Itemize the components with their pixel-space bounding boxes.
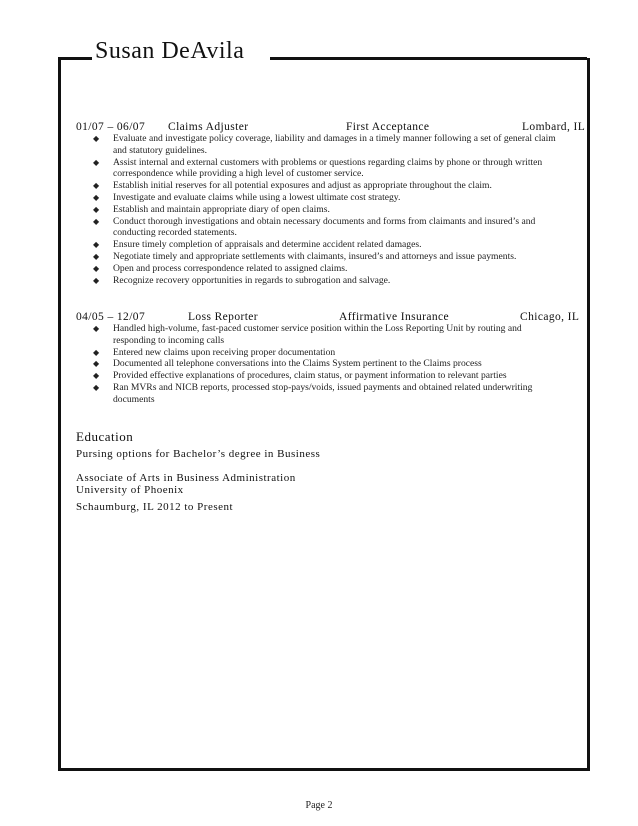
duty-text: Ensure timely completion of appraisals and determine accident related damages.: [113, 239, 422, 251]
duty-text: Assist internal and external customers with problems or questions regarding claims by phone or through written correspondence while providing a high level of customer service.: [113, 156, 543, 180]
duty-text: Provided effective explanations of procedures, claim status, or payment information to relevant parties: [113, 370, 507, 382]
job-1-dates: 01/07 – 06/07: [76, 121, 146, 133]
job-2-dates: 04/05 – 12/07: [76, 311, 146, 323]
duty-item: [92, 251, 565, 263]
duty-item: [92, 157, 565, 181]
duty-text: Handled high-volume, fast-paced customer service position within the Loss Reporting Unit by routing and responding to incoming calls: [113, 323, 522, 346]
diamond-bullet-icon: ◆: [93, 240, 100, 250]
header-rule-right: [270, 57, 587, 60]
diamond-bullet-icon: ◆: [93, 263, 100, 273]
diamond-bullet-icon: ◆: [93, 347, 100, 357]
duty-text: Ran MVRs and NICB reports, processed stop-pays/voids, issued payments and obtained related underwriting documents: [113, 381, 533, 405]
job-1-company: First Acceptance: [346, 121, 430, 133]
header-rule-left: [58, 57, 92, 60]
duty-text: Evaluate and investigate policy coverage, liability and damages in a timely manner following a set of general claim and statutory guidelines.: [113, 133, 556, 156]
diamond-bullet-icon: ◆: [93, 204, 100, 214]
job-1-duties: [92, 133, 565, 286]
duty-item: [92, 239, 565, 251]
diamond-bullet-icon: ◆: [93, 359, 100, 369]
diamond-bullet-icon: ◆: [93, 157, 100, 167]
education-school: University of Phoenix: [76, 484, 184, 496]
duty-item: [92, 263, 565, 275]
duty-item: [92, 358, 565, 370]
job-2-title: Loss Reporter: [188, 311, 259, 323]
diamond-bullet-icon: ◆: [93, 192, 100, 202]
job-2-company: Affirmative Insurance: [339, 311, 450, 323]
duty-text: Investigate and evaluate claims while using a lowest ultimate cost strategy.: [113, 191, 401, 203]
duty-text: Conduct thorough investigations and obtain necessary documents and forms from claimants and insured’s and conducting recorded statements.: [113, 215, 536, 239]
diamond-bullet-icon: ◆: [93, 371, 100, 381]
diamond-bullet-icon: ◆: [93, 275, 100, 285]
education-place-dates: Schaumburg, IL 2012 to Present: [76, 501, 234, 513]
diamond-bullet-icon: ◆: [93, 216, 100, 226]
duty-item: [92, 216, 565, 240]
duty-item: [92, 370, 565, 382]
duty-text: Documented all telephone conversations into the Claims System pertinent to the Claims process: [113, 358, 482, 370]
duty-text: Negotiate timely and appropriate settlements with claimants, insured’s and attorneys and issue payments.: [113, 250, 517, 262]
duty-item: [92, 347, 565, 359]
duty-text: Open and process correspondence related to assigned claims.: [113, 262, 348, 274]
diamond-bullet-icon: ◆: [93, 382, 100, 392]
duty-item: [92, 180, 565, 192]
duty-item: [92, 323, 565, 347]
candidate-name: Susan DeAvila: [95, 38, 245, 64]
duty-item: [92, 382, 565, 406]
duty-text: Establish initial reserves for all potential exposures and adjust as appropriate throughout the claim.: [113, 180, 492, 192]
diamond-bullet-icon: ◆: [93, 251, 100, 261]
education-heading: Education: [76, 429, 134, 444]
diamond-bullet-icon: ◆: [93, 181, 100, 191]
job-2-location: Chicago, IL: [520, 311, 580, 323]
job-1-title: Claims Adjuster: [168, 121, 249, 133]
duty-text: Establish and maintain appropriate diary of open claims.: [113, 203, 330, 215]
job-1-location: Lombard, IL: [522, 121, 586, 133]
diamond-bullet-icon: ◆: [93, 324, 100, 333]
duty-text: Recognize recovery opportunities in regards to subrogation and salvage.: [113, 274, 391, 286]
diamond-bullet-icon: ◆: [93, 134, 100, 143]
job-2-duties: [92, 323, 565, 406]
education-degree: Associate of Arts in Business Administration: [76, 472, 296, 484]
duty-text: Entered new claims upon receiving proper documentation: [113, 346, 336, 358]
duty-item: [92, 275, 565, 287]
page-number: Page 2: [305, 800, 333, 811]
education-plans: Pursing options for Bachelor’s degree in Business: [76, 448, 321, 460]
duty-item: [92, 192, 565, 204]
duty-item: [92, 133, 565, 157]
duty-item: [92, 204, 565, 216]
